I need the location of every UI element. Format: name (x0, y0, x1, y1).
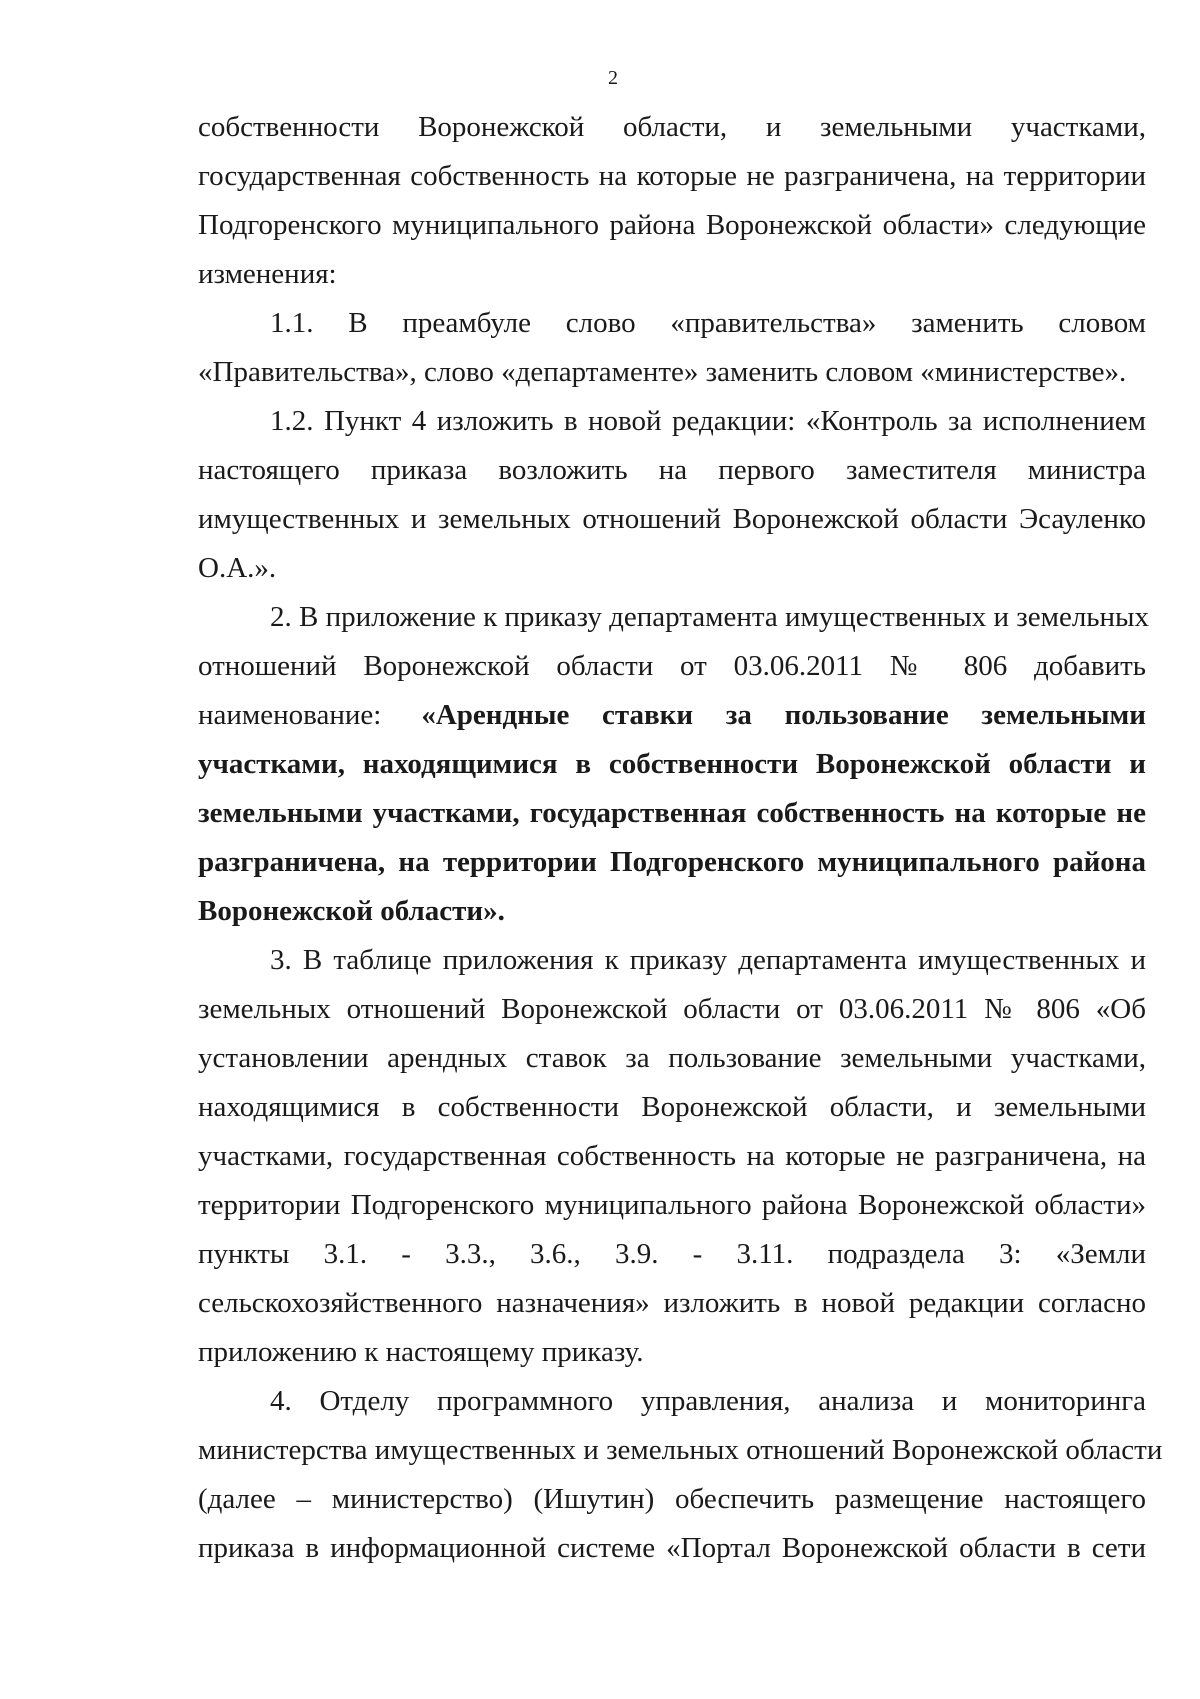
text-fragment: наименование: (198, 699, 382, 731)
text-line: 1.2. Пункт 4 изложить в новой редакции: «Контроль за исполнением (270, 405, 1146, 437)
text-line-mixed (198, 691, 1146, 740)
text-line: участками, государственная собственность на которые не разграничена, на (198, 1140, 1146, 1172)
text-line: (далее – министерство) (Ишутин) обеспечить размещение настоящего (198, 1483, 1146, 1515)
text-fragment-bold: «Арендные ставки за пользование земельными (421, 699, 1146, 731)
text-line: установлении арендных ставок за пользование земельными участками, (198, 1042, 1146, 1074)
text-line: 4. Отделу программного управления, анализа и мониторинга (270, 1385, 1146, 1417)
text-line: Подгоренского муниципального района Воронежской области» следующие (198, 209, 1146, 241)
page-number: 2 (608, 67, 618, 89)
text-line: «Правительства», слово «департаменте» заменить словом «министерстве». (198, 356, 1127, 388)
text-line: приложению к настоящему приказу. (198, 1336, 644, 1368)
text-line: государственная собственность на которые не разграничена, на территории (198, 160, 1146, 192)
text-line: собственности Воронежской области, и земельными участками, (198, 111, 1146, 143)
text-line: пункты 3.1. - 3.3., 3.6., 3.9. - 3.11. подраздела 3: «Земли (198, 1238, 1146, 1270)
text-line: находящимися в собственности Воронежской области, и земельными (198, 1091, 1146, 1123)
text-line-bold: Воронежской области». (198, 895, 505, 927)
text-line-bold: земельными участками, государственная собственность на которые не (198, 797, 1146, 829)
text-line: имущественных и земельных отношений Воронежской области Эсауленко (198, 503, 1146, 535)
text-line: территории Подгоренского муниципального района Воронежской области» (198, 1189, 1146, 1221)
text-line: 1.1. В преамбуле слово «правительства» заменить словом (270, 307, 1146, 339)
document-body (198, 103, 1163, 1573)
text-line: 3. В таблице приложения к приказу департамента имущественных и (270, 944, 1146, 976)
text-line: 2. В приложение к приказу департамента имущественных и земельных (270, 601, 1150, 633)
text-line-bold: участками, находящимися в собственности Воронежской области и (198, 748, 1146, 780)
text-line: министерства имущественных и земельных отношений Воронежской области (198, 1434, 1163, 1466)
text-line: отношений Воронежской области от 03.06.2011 № 806 добавить (198, 650, 1146, 682)
text-line: сельскохозяйственного назначения» изложить в новой редакции согласно (198, 1287, 1146, 1319)
text-line-bold: разграничена, на территории Подгоренского муниципального района (198, 846, 1146, 878)
text-line: земельных отношений Воронежской области от 03.06.2011 № 806 «Об (198, 993, 1146, 1025)
text-line: приказа в информационной системе «Портал Воронежской области в сети (198, 1532, 1146, 1564)
text-line: О.А.». (198, 552, 277, 584)
text-line: настоящего приказа возложить на первого заместителя министра (198, 454, 1146, 486)
text-line: изменения: (198, 258, 337, 290)
